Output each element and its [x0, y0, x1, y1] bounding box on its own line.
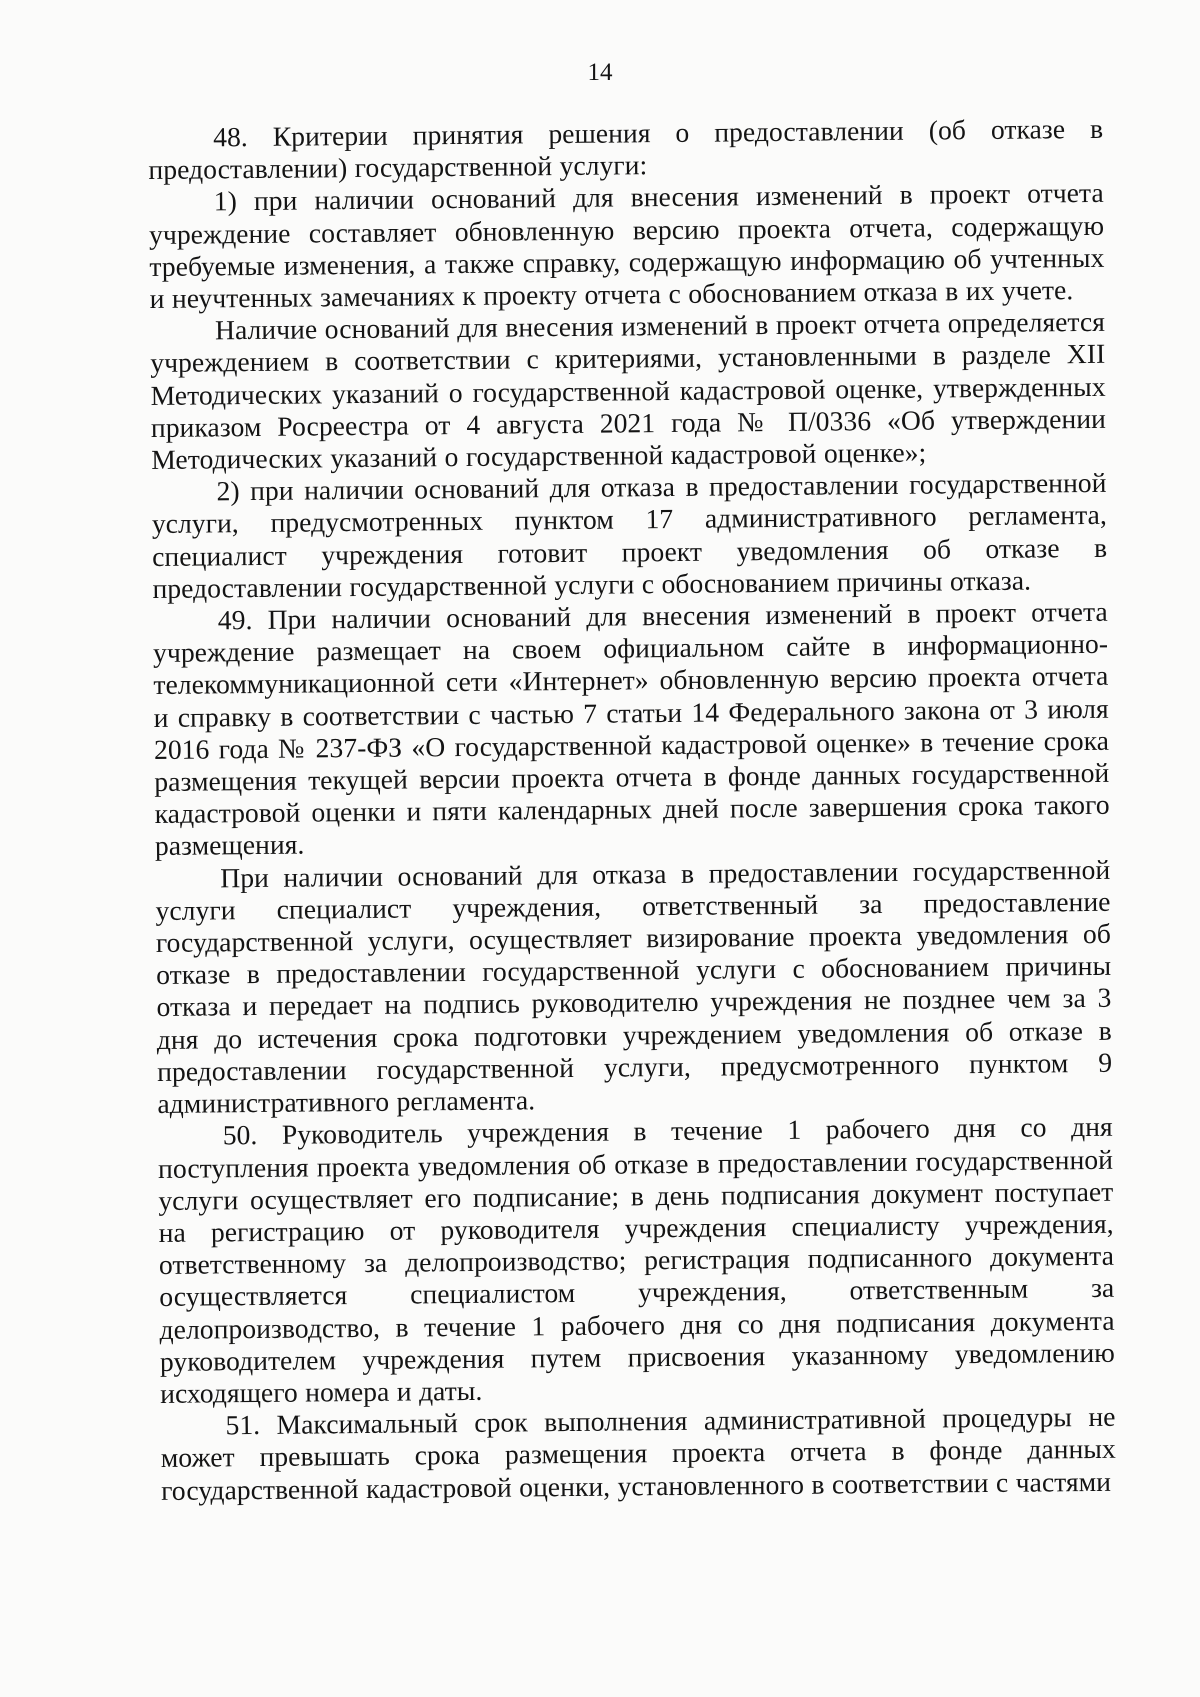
paragraph-48-criteria: 48. Критерии принятия решения о предоставлении (об отказе в предоставлении) государственной услуги:	[148, 112, 1104, 186]
paragraph-48-grounds: Наличие оснований для внесения изменений в проект отчета определяется учреждением в соответствии с критериями, установленными в разделе XII Методических указаний о государственной кадастровой оценке, утвержденных приказом Росреестра от 4 августа 2021 года № П/0336 «Об утверждении Методических указаний о государственной кадастровой оценке»;	[150, 306, 1107, 476]
paragraph-49-refusal: При наличии оснований для отказа в предоставлении государственной услуги специалист учреждения, ответственный за предоставление государственной услуги, осуществляет визирование проекта уведомления об отказе в предоставлении государственной услуги с обоснованием причины отказа и передает на подпись руководителю учреждения не позднее чем за 3 дня до истечения срока подготовки учреждением уведомления об отказе в предоставлении государственной услуги, предусмотренного пунктом 9 административного регламента.	[155, 853, 1113, 1120]
paragraph-48-item-2: 2) при наличии оснований для отказа в предоставлении государственной услуги, предусмотренных пунктом 17 административного регламента, специалист учреждения готовит проект уведомления об отказе в предоставлении государственной услуги с обоснованием причины отказа.	[151, 467, 1108, 604]
page-number: 14	[587, 59, 613, 86]
paragraph-50: 50. Руководитель учреждения в течение 1 рабочего дня со дня поступления проекта уведомления об отказе в предоставлении государственной услуги осуществляет его подписание; в день подписания документ поступает на регистрацию от руководителя учреждения специалисту учреждения, ответственному за делопроизводство; регистрация подписанного документа осуществляется специалистом учреждения, ответственным за делопроизводство, в течение 1 рабочего дня со дня подписания документа руководителем учреждения путем присвоения указанному уведомлению исходящего номера и даты.	[157, 1111, 1116, 1409]
document-body	[148, 113, 1116, 1507]
paragraph-48-item-1: 1) при наличии оснований для внесения изменений в проект отчета учреждение составляет обновленную версию проекта отчета, содержащую требуемые изменения, а также справку, содержащую информацию об учтенных и неучтенных замечаниях к проекту отчета с обоснованием отказа в их учете.	[148, 177, 1105, 315]
paragraph-49: 49. При наличии оснований для внесения изменений в проект отчета учреждение размещает на своем официальном сайте в информационно-телекоммуникационной сети «Интернет» обновленную версию проекта отчета и справку в соответствии с частью 7 статьи 14 Федерального закона от 3 июля 2016 года № 237-ФЗ «О государственной кадастровой оценке» в течение срока размещения текущей версии проекта отчета в фонде данных государственной кадастровой оценки и пяти календарных дней после завершения срока такого размещения.	[152, 595, 1110, 862]
paragraph-51: 51. Максимальный срок выполнения административной процедуры не может превышать срока размещения проекта отчета в фонде данных государственной кадастровой оценки, установленного в соответствии с частями	[160, 1400, 1116, 1506]
